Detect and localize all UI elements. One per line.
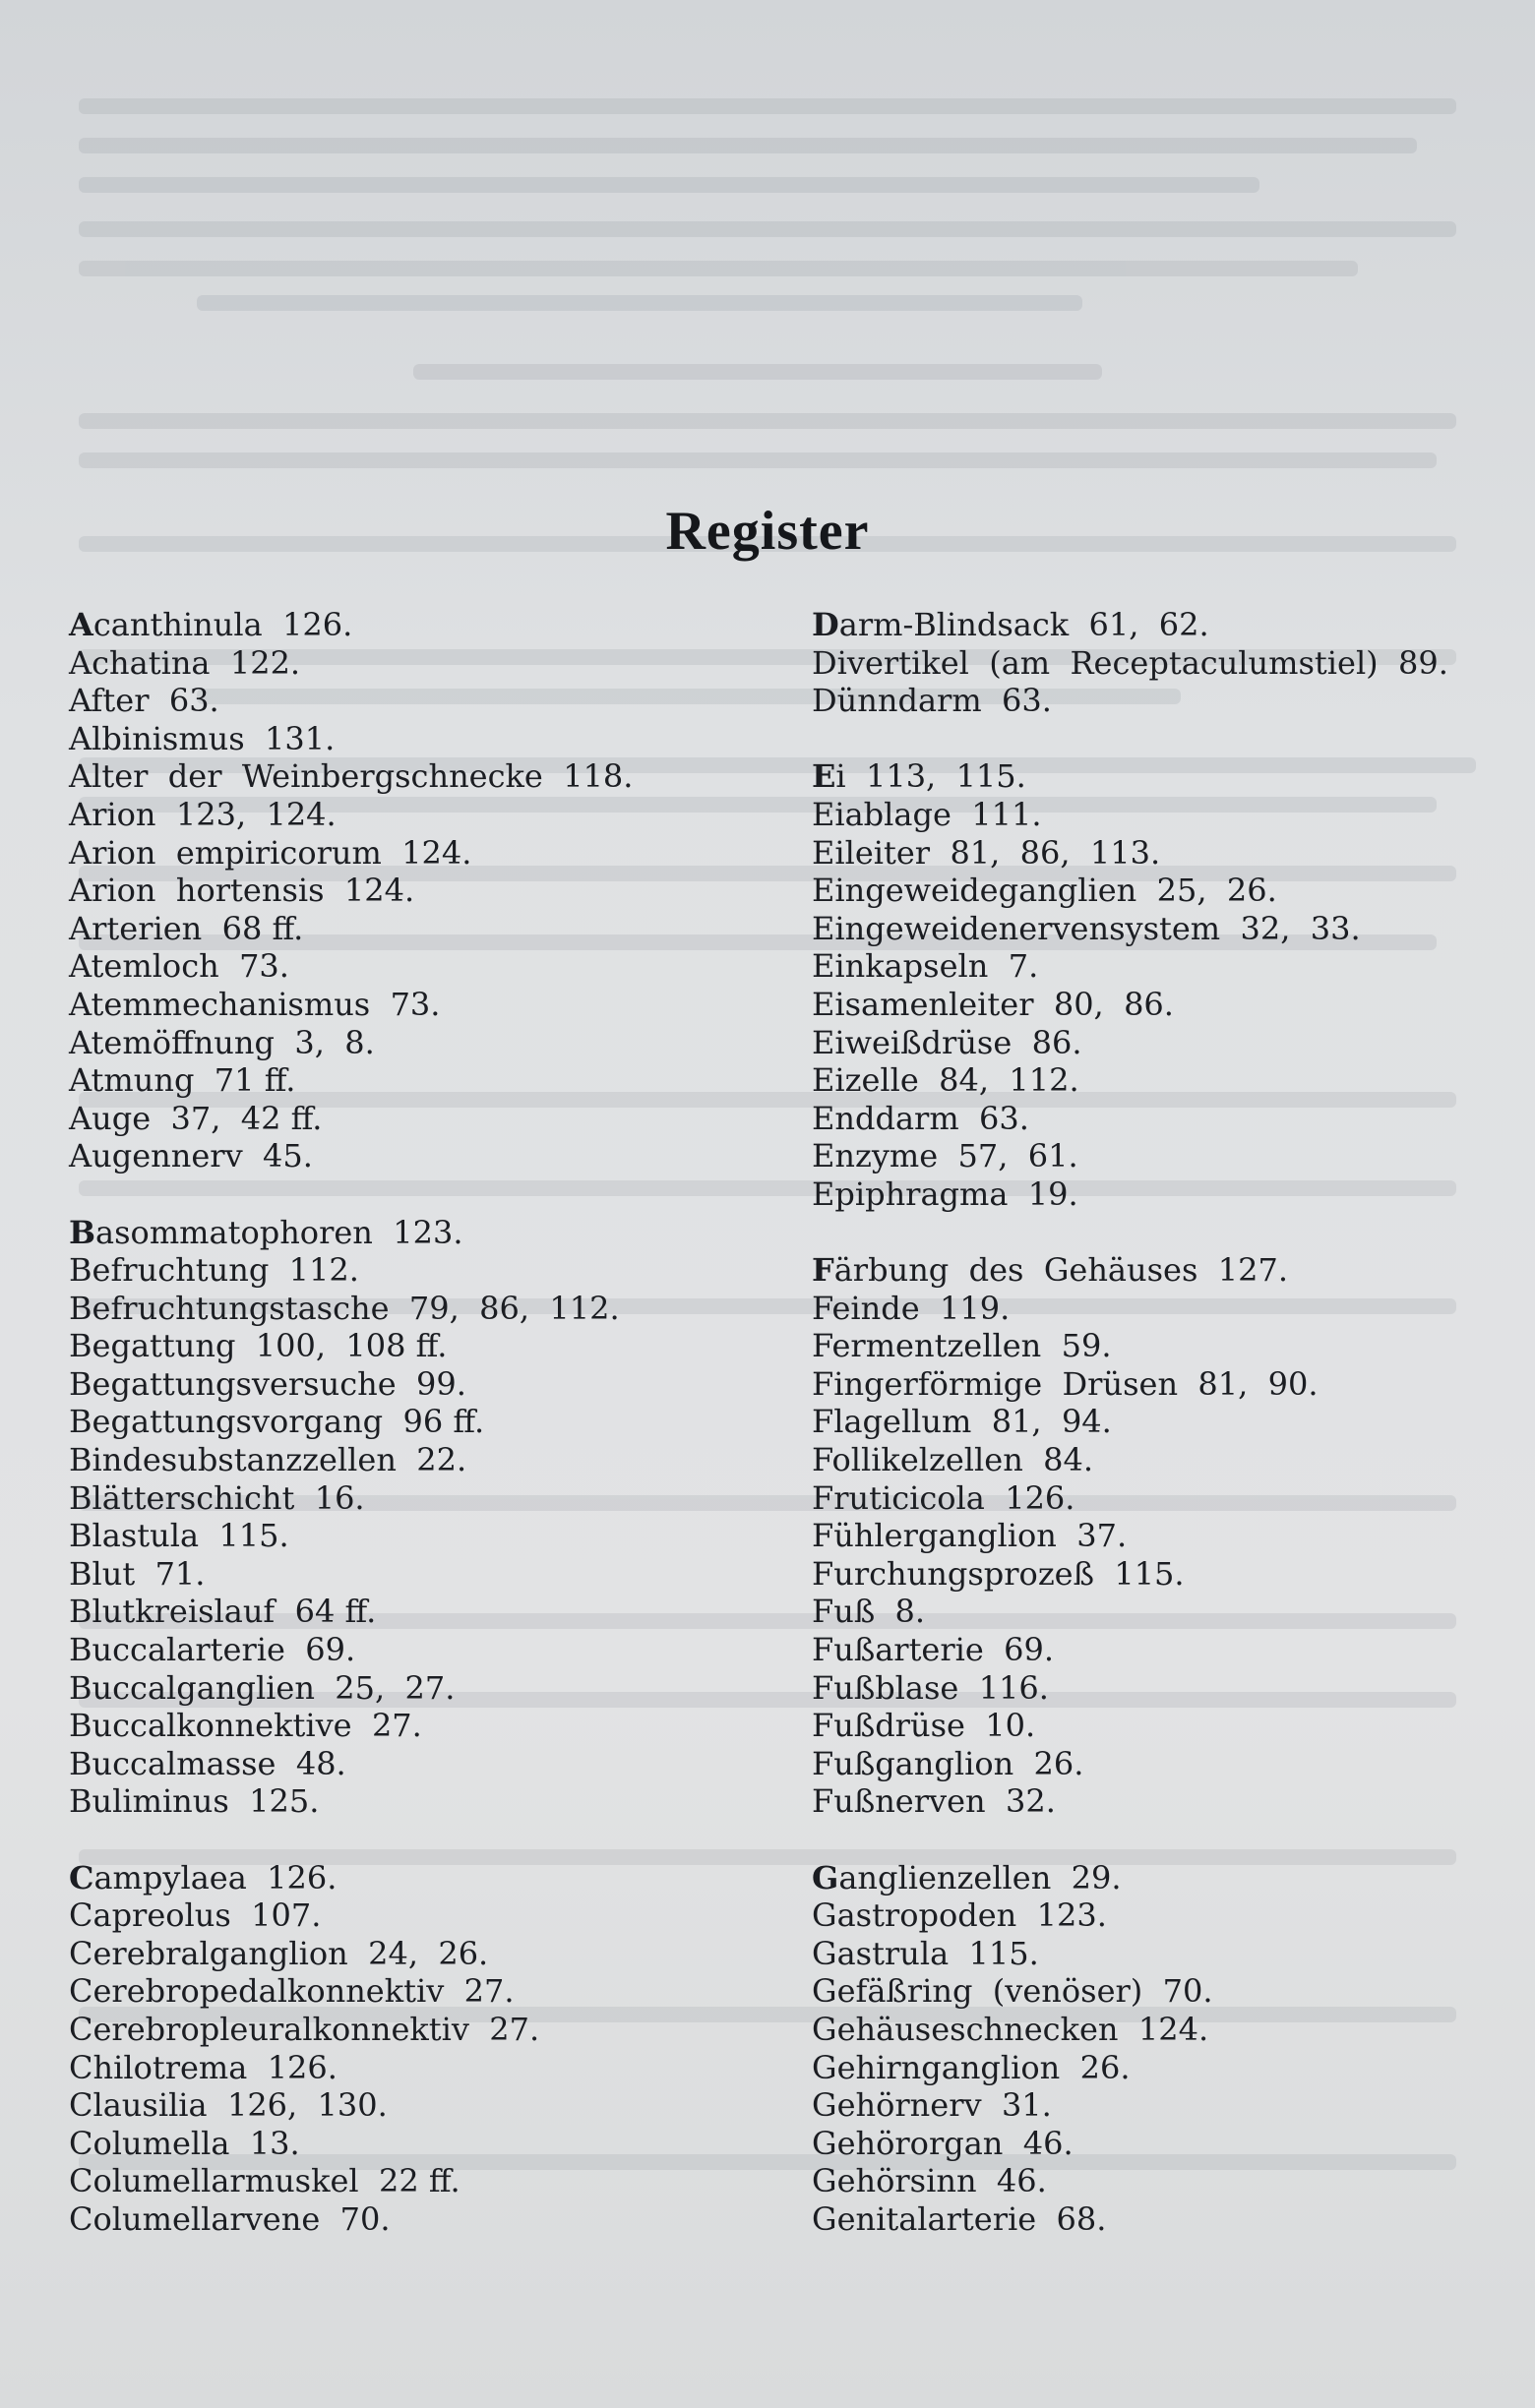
index-entry: [69, 1859, 777, 1897]
index-entry: [812, 910, 1520, 948]
index-entry: [812, 1669, 1520, 1708]
index-entry: [812, 1896, 1520, 1935]
index-entry: [812, 1403, 1520, 1441]
entry-text: Bindesubstanzzellen 22.: [69, 1441, 467, 1479]
index-entry: [69, 644, 777, 683]
entry-text: ärbung des Gehäuses 127.: [833, 1251, 1288, 1290]
entry-text: Eiweißdrüse 86.: [812, 1023, 1082, 1061]
entry-text: Gehörnerv 31.: [812, 2086, 1052, 2125]
index-entry: [812, 1972, 1520, 2011]
entry-text: arm-Blindsack 61, 62.: [838, 606, 1209, 643]
entry-text: Furchungsprozeß 115.: [812, 1554, 1185, 1593]
index-entry: [69, 2086, 777, 2125]
entry-text: Cerebralganglion 24, 26.: [69, 1934, 489, 1972]
page-title: Register: [665, 501, 870, 562]
entry-text: Auge 37, 42 ff.: [69, 1099, 323, 1137]
index-entry: [69, 757, 777, 796]
section-gap: [812, 1821, 1520, 1859]
index-entry: [812, 1100, 1520, 1138]
entry-text: Buccalmasse 48.: [69, 1744, 346, 1782]
index-entry: [812, 1631, 1520, 1669]
index-entry: [812, 1782, 1520, 1821]
entry-text: Begattungsvorgang 96 ff.: [69, 1403, 485, 1441]
index-entry: [812, 1935, 1520, 1973]
entry-text: canthinula 126.: [92, 606, 353, 643]
entry-text: Fußdrüse 10.: [812, 1707, 1036, 1745]
index-entry: [812, 2200, 1520, 2239]
index-entry: [812, 1290, 1520, 1328]
entry-text: Gastrula 115.: [812, 1934, 1039, 1972]
entry-text: Fruticicola 126.: [812, 1478, 1075, 1517]
index-entry: [812, 872, 1520, 910]
entry-text: Fingerförmige Drüsen 81, 90.: [812, 1364, 1319, 1403]
index-entry: [812, 1745, 1520, 1783]
index-entry: [69, 796, 777, 834]
index-entry: [69, 1896, 777, 1935]
entry-text: Blätterschicht 16.: [69, 1478, 365, 1517]
entry-text: Gastropoden 123.: [812, 1896, 1107, 1935]
index-entry: [69, 1479, 777, 1518]
index-entry: [69, 1403, 777, 1441]
index-entry: [69, 1593, 777, 1631]
index-entry: [69, 1707, 777, 1745]
entry-text: Achatina 122.: [69, 643, 301, 682]
section-gap: [812, 720, 1520, 758]
entry-text: Fußnerven 32.: [812, 1782, 1056, 1821]
entry-text: Dünndarm 63.: [812, 682, 1052, 720]
entry-text: ampylaea 126.: [93, 1858, 338, 1896]
index-entry: [69, 834, 777, 873]
entry-text: Atemloch 73.: [69, 947, 289, 986]
index-entry: [69, 2011, 777, 2049]
entry-text: Begattungsversuche 99.: [69, 1364, 466, 1403]
entry-initial: B: [69, 1213, 96, 1251]
entry-text: Gehörsinn 46.: [812, 2162, 1047, 2200]
index-entry: [69, 1782, 777, 1821]
entry-initial: G: [812, 1858, 839, 1896]
index-entry: [812, 1251, 1520, 1290]
index-entry: [812, 1517, 1520, 1555]
index-entry: [69, 1555, 777, 1594]
index-entry: [812, 757, 1520, 796]
entry-text: Einkapseln 7.: [812, 947, 1039, 986]
entry-text: Clausilia 126, 130.: [69, 2086, 388, 2125]
index-entry: [812, 1024, 1520, 1062]
entry-text: Fuß 8.: [812, 1593, 926, 1631]
index-entry: [812, 2125, 1520, 2163]
index-entry: [69, 2200, 777, 2239]
index-entry: [69, 2162, 777, 2200]
entry-text: Buccalkonnektive 27.: [69, 1707, 422, 1745]
entry-text: Arion empiricorum 124.: [69, 833, 472, 872]
index-entry: [69, 947, 777, 986]
entry-text: Buliminus 125.: [69, 1782, 320, 1821]
entry-initial: E: [812, 757, 836, 796]
entry-text: Eileiter 81, 86, 113.: [812, 833, 1161, 872]
index-entry: [69, 2125, 777, 2163]
section-gap: [69, 1821, 777, 1859]
index-entry: [69, 1214, 777, 1252]
entry-text: Atemöffnung 3, 8.: [69, 1023, 375, 1061]
index-entry: [69, 1137, 777, 1175]
entry-text: Chilotrema 126.: [69, 2048, 338, 2086]
index-entry: [69, 1631, 777, 1669]
entry-text: Alter der Weinbergschnecke 118.: [69, 757, 634, 796]
entry-text: Epiphragma 19.: [812, 1174, 1078, 1213]
index-entry: [812, 1061, 1520, 1100]
entry-text: Gehörorgan 46.: [812, 2124, 1074, 2162]
entry-text: Cerebropedalkonnektiv 27.: [69, 1972, 515, 2011]
entry-text: Eizelle 84, 112.: [812, 1061, 1079, 1100]
section-gap: [69, 1175, 777, 1214]
index-entry: [812, 644, 1520, 683]
index-entry: [69, 682, 777, 720]
index-column-right: [812, 606, 1520, 2239]
index-entry: [812, 796, 1520, 834]
entry-text: Columellarvene 70.: [69, 2199, 391, 2238]
entry-initial: C: [69, 1858, 94, 1896]
index-entry: [812, 2162, 1520, 2200]
entry-text: asommatophoren 123.: [95, 1213, 463, 1251]
entry-text: Blut 71.: [69, 1554, 206, 1593]
entry-text: Blutkreislauf 64 ff.: [69, 1593, 377, 1631]
index-entry: [812, 947, 1520, 986]
entry-text: Genitalarterie 68.: [812, 2199, 1107, 2238]
entry-text: Follikelzellen 84.: [812, 1441, 1094, 1479]
entry-text: anglienzellen 29.: [838, 1858, 1122, 1896]
entry-text: Fußganglion 26.: [812, 1744, 1084, 1782]
entry-text: Eiablage 111.: [812, 795, 1042, 833]
index-entry: [812, 2049, 1520, 2087]
entry-text: Fermentzellen 59.: [812, 1327, 1112, 1365]
entry-text: Arion 123, 124.: [69, 795, 337, 833]
index-entry: [812, 606, 1520, 644]
index-entry: [69, 1972, 777, 2011]
entry-text: Capreolus 107.: [69, 1896, 322, 1935]
index-entry: [69, 1745, 777, 1783]
entry-initial: F: [812, 1251, 834, 1290]
index-entry: [69, 1365, 777, 1404]
entry-text: Arion hortensis 124.: [69, 872, 415, 910]
entry-text: Eingeweidenervensystem 32, 33.: [812, 909, 1361, 947]
index-entry: [69, 2049, 777, 2087]
index-entry: [812, 1555, 1520, 1594]
entry-text: Columellarmuskel 22 ff.: [69, 2162, 460, 2200]
index-entry: [69, 1327, 777, 1365]
entry-text: After 63.: [69, 682, 219, 720]
index-entry: [812, 1175, 1520, 1214]
entry-text: Cerebropleuralkonnektiv 27.: [69, 2010, 540, 2048]
entry-text: Enddarm 63.: [812, 1099, 1029, 1137]
index-entry: [812, 986, 1520, 1024]
index-entry: [812, 1859, 1520, 1897]
entry-text: Eisamenleiter 80, 86.: [812, 985, 1174, 1023]
entry-text: Columella 13.: [69, 2124, 300, 2162]
entry-text: Divertikel (am Receptaculumstiel) 89.: [812, 643, 1448, 682]
index-entry: [812, 2011, 1520, 2049]
index-entry: [69, 606, 777, 644]
index-entry: [812, 834, 1520, 873]
index-entry: [812, 1365, 1520, 1404]
entry-text: Befruchtungstasche 79, 86, 112.: [69, 1289, 620, 1327]
index-entry: [69, 1251, 777, 1290]
index-entry: [69, 1517, 777, 1555]
index-entry: [69, 910, 777, 948]
entry-text: Gehirnganglion 26.: [812, 2048, 1131, 2086]
entry-initial: A: [69, 606, 93, 643]
entry-text: Fußarterie 69.: [812, 1631, 1055, 1669]
entry-text: Gehäuseschnecken 124.: [812, 2010, 1209, 2048]
section-gap: [812, 1214, 1520, 1252]
index-entry: [69, 986, 777, 1024]
index-entry: [69, 1290, 777, 1328]
entry-text: Atemmechanismus 73.: [69, 985, 441, 1023]
entry-text: Gefäßring (venöser) 70.: [812, 1972, 1213, 2011]
entry-text: Buccalganglien 25, 27.: [69, 1668, 456, 1707]
entry-text: Fußblase 116.: [812, 1668, 1049, 1707]
entry-text: Buccalarterie 69.: [69, 1631, 356, 1669]
entry-text: Feinde 119.: [812, 1289, 1011, 1327]
index-entry: [812, 1137, 1520, 1175]
entry-text: Eingeweideganglien 25, 26.: [812, 872, 1277, 910]
index-entry: [812, 1327, 1520, 1365]
index-entry: [812, 1479, 1520, 1518]
index-entry: [812, 1707, 1520, 1745]
index-entry: [812, 2086, 1520, 2125]
index-entry: [69, 872, 777, 910]
entry-text: Albinismus 131.: [69, 719, 336, 757]
index-entry: [69, 1669, 777, 1708]
entry-text: Blastula 115.: [69, 1517, 289, 1555]
entry-text: Fühlerganglion 37.: [812, 1517, 1128, 1555]
index-entry: [812, 682, 1520, 720]
entry-text: Befruchtung 112.: [69, 1251, 359, 1290]
index-entry: [812, 1441, 1520, 1479]
index-entry: [69, 1061, 777, 1100]
index-column-left: [69, 606, 777, 2239]
entry-text: Atmung 71 ff.: [69, 1061, 296, 1100]
entry-text: Flagellum 81, 94.: [812, 1403, 1112, 1441]
entry-text: i 113, 115.: [835, 757, 1026, 796]
index-entry: [69, 1100, 777, 1138]
index-entry: [69, 1441, 777, 1479]
entry-text: Enzyme 57, 61.: [812, 1137, 1078, 1175]
entry-initial: D: [812, 606, 839, 643]
index-entry: [69, 720, 777, 758]
entry-text: Begattung 100, 108 ff.: [69, 1327, 448, 1365]
index-entry: [69, 1935, 777, 1973]
entry-text: Augennerv 45.: [69, 1137, 313, 1175]
index-entry: [812, 1593, 1520, 1631]
entry-text: Arterien 68 ff.: [69, 909, 304, 947]
index-entry: [69, 1024, 777, 1062]
